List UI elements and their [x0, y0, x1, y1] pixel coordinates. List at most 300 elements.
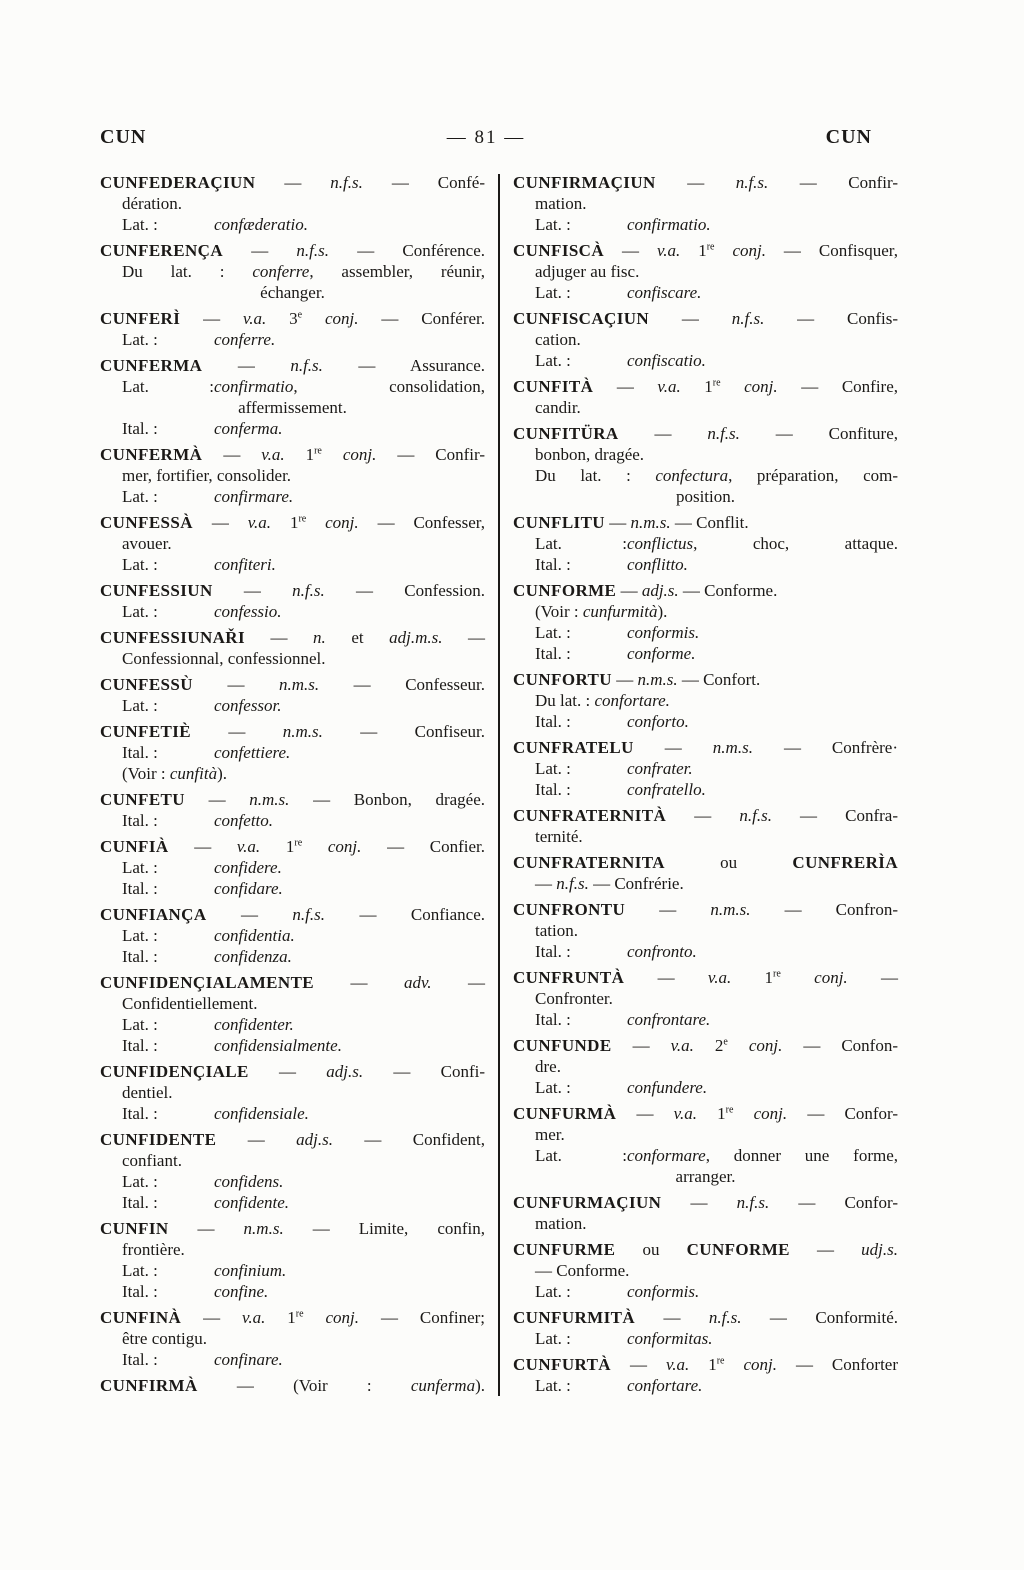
text-segment: —: [192, 675, 279, 694]
text-segment: — Bonbon, dragée.: [289, 790, 486, 809]
text-segment: — Confra-: [771, 806, 899, 825]
headword-text: CUNFIDENÇIALE: [100, 1062, 249, 1081]
entry-line: [100, 946, 485, 967]
entry-line: [513, 444, 898, 465]
entry-headword-line: [513, 967, 898, 988]
entry-line: [513, 1375, 898, 1396]
text-segment: n.: [313, 628, 326, 647]
text-segment: Lat. :: [122, 487, 158, 506]
text-segment: confidentia.: [214, 926, 295, 945]
entry-line: [100, 1260, 485, 1281]
text-segment: , donner une forme,: [705, 1146, 898, 1165]
entry-line: [513, 920, 898, 941]
entry-headword-line: [100, 1307, 485, 1328]
entry-headword-line: [513, 805, 898, 826]
text-segment: v.a.: [670, 1036, 694, 1055]
headword-text: CUNFESSÙ: [100, 675, 193, 694]
text-segment: — Confier.: [361, 837, 485, 856]
text-segment: — Conflit.: [670, 513, 749, 532]
entry-line: [513, 711, 898, 732]
text-segment: confortare.: [627, 1376, 703, 1395]
text-segment: 1: [284, 445, 315, 464]
entry-line: [513, 1124, 898, 1145]
dictionary-entry: [100, 172, 485, 235]
text-segment: confessor.: [214, 696, 282, 715]
text-segment: —: [535, 874, 557, 893]
text-segment: [721, 377, 745, 396]
text-segment: 1: [260, 837, 295, 856]
entry-line: [100, 742, 485, 763]
entry-headword-line: [100, 1218, 485, 1239]
text-segment: confirmatio.: [627, 215, 711, 234]
entry-headword-line: [513, 737, 898, 758]
entry-line: [513, 554, 898, 575]
dictionary-entry: [100, 627, 485, 669]
text-segment: v.a.: [242, 1308, 266, 1327]
headword-text: CUNFRATERNITÀ: [513, 806, 667, 825]
text-segment: mer.: [535, 1125, 565, 1144]
dictionary-entry: [513, 1307, 898, 1349]
text-segment: — Limite, confin,: [283, 1219, 485, 1238]
entry-line: [100, 193, 485, 214]
text-segment: confundere.: [627, 1078, 708, 1097]
text-segment: conferre: [252, 262, 310, 281]
text-segment: frontière.: [122, 1240, 185, 1259]
entry-line: [100, 857, 485, 878]
text-segment: 1: [265, 1308, 296, 1327]
text-segment: re: [712, 377, 721, 389]
entry-line: [100, 1239, 485, 1260]
headword-text: CUNFURMÀ: [513, 1104, 617, 1123]
text-segment: — Confesser,: [358, 513, 486, 532]
headword-text: CUNFIDENTE: [100, 1130, 217, 1149]
text-segment: Ital. :: [122, 1036, 158, 1055]
entry-headword-line: [100, 308, 485, 329]
headword-text: CUNFURMAÇIUN: [513, 1193, 662, 1212]
dictionary-entry: [513, 1354, 898, 1396]
text-segment: — Confron-: [750, 900, 899, 919]
text-segment: —: [442, 628, 485, 647]
text-segment: — Confiture,: [739, 424, 899, 443]
text-segment: et: [325, 628, 390, 647]
text-segment: Ital. :: [122, 419, 158, 438]
headword-text: CUNFETIÈ: [100, 722, 192, 741]
text-segment: ).: [475, 1376, 485, 1395]
text-segment: Ital. :: [535, 1010, 571, 1029]
text-segment: —: [661, 1193, 737, 1212]
entry-line: [100, 1035, 485, 1056]
text-segment: confectura: [655, 466, 729, 485]
text-segment: v.a.: [261, 445, 285, 464]
entry-headword-line: [513, 423, 898, 444]
text-segment: — Confrère·: [752, 738, 899, 757]
text-segment: — Conformité.: [741, 1308, 898, 1327]
text-segment: — Confir-: [768, 173, 898, 192]
text-segment: adj.s.: [326, 1062, 364, 1081]
text-segment: [306, 513, 325, 532]
text-segment: —: [666, 806, 740, 825]
entry-headword-line: [100, 789, 485, 810]
text-segment: re: [314, 445, 322, 457]
text-segment: , choc, attaque.: [693, 534, 898, 553]
text-segment: —: [192, 513, 248, 532]
entry-headword-line: [100, 836, 485, 857]
entry-headword-line: [100, 674, 485, 695]
text-segment: Lat. :: [535, 1329, 571, 1348]
right-column: [513, 172, 898, 1396]
text-segment: bonbon, dragée.: [535, 445, 645, 464]
dictionary-entry: [100, 972, 485, 1056]
text-segment: conj.: [325, 513, 359, 532]
headword-text: CUNFORME: [686, 1240, 790, 1259]
entry-headword-line: [513, 240, 898, 261]
text-segment: conferma.: [214, 419, 283, 438]
entry-headword-line: [100, 172, 485, 193]
entry-line: [100, 993, 485, 1014]
text-segment: n.m.s.: [282, 722, 323, 741]
text-segment: —: [616, 581, 642, 600]
text-segment: Lat. :: [535, 534, 627, 553]
text-segment: — Confident,: [333, 1130, 485, 1149]
text-segment: —: [649, 309, 732, 328]
text-segment: Ital. :: [122, 1104, 158, 1123]
text-segment: conj.: [327, 837, 362, 856]
dictionary-entry: [100, 904, 485, 967]
entry-line: [100, 1192, 485, 1213]
text-segment: confidenter.: [214, 1015, 294, 1034]
headword-text: CUNFERMÀ: [100, 445, 203, 464]
entry-headword-line: [100, 972, 485, 993]
text-segment: adj.s.: [641, 581, 679, 600]
entry-line: [100, 601, 485, 622]
text-segment: —: [847, 968, 899, 987]
entry-line: [513, 214, 898, 235]
text-segment: —: [633, 738, 713, 757]
text-segment: conforme.: [627, 644, 696, 663]
text-segment: confrater.: [627, 759, 693, 778]
text-segment: —: [593, 377, 658, 396]
dictionary-entry: [513, 805, 898, 847]
headword-text: CUNFIÀ: [100, 837, 169, 856]
dictionary-entry: [100, 789, 485, 831]
text-segment: —: [655, 173, 736, 192]
left-column: [100, 172, 485, 1396]
entry-headword-line: [513, 308, 898, 329]
text-segment: confiteri.: [214, 555, 276, 574]
text-segment: (Voir :: [535, 602, 583, 621]
text-segment: — Confiance.: [325, 905, 485, 924]
text-segment: n.f.s.: [290, 356, 323, 375]
text-segment: conferre.: [214, 330, 276, 349]
entry-line: [100, 1082, 485, 1103]
text-segment: re: [716, 1355, 725, 1367]
dictionary-entry: [100, 355, 485, 439]
header-page-number: — 81 —: [446, 127, 526, 148]
entry-line: [100, 554, 485, 575]
text-segment: confronto.: [627, 942, 697, 961]
text-segment: confidente.: [214, 1193, 290, 1212]
text-segment: [728, 1036, 749, 1055]
headword-text: CUNFEDERAÇIUN: [100, 173, 256, 192]
text-segment: Du lat. :: [535, 691, 595, 710]
text-segment: re: [294, 837, 303, 849]
entry-headword-line: [513, 1035, 898, 1056]
text-segment: conformis.: [627, 623, 700, 642]
headword-text: CUNFRATERNITA: [513, 853, 665, 872]
entry-line: [100, 1103, 485, 1124]
entry-headword-line: [513, 512, 898, 533]
entry-line: [513, 533, 898, 554]
text-segment: Lat. :: [122, 330, 158, 349]
text-segment: —: [202, 445, 262, 464]
text-segment: —: [191, 722, 283, 741]
headword-text: CUNFRONTU: [513, 900, 626, 919]
dictionary-entry: [100, 1218, 485, 1302]
headword-text: CUNFERENÇA: [100, 241, 223, 260]
dictionary-entry: [100, 512, 485, 575]
text-segment: Ital. :: [535, 942, 571, 961]
text-segment: Ital. :: [535, 780, 571, 799]
dictionary-body: [100, 172, 898, 1396]
text-segment: Lat. :: [535, 759, 571, 778]
entry-line: [100, 282, 485, 303]
text-segment: Lat. :: [535, 1146, 627, 1165]
text-segment: conj.: [744, 377, 778, 396]
entry-line: [100, 533, 485, 554]
text-segment: Ital. :: [535, 555, 571, 574]
dictionary-entry: [100, 308, 485, 350]
text-segment: Ital. :: [122, 1193, 158, 1212]
text-segment: conj.: [732, 241, 766, 260]
text-segment: re: [706, 241, 715, 253]
text-segment: confortare.: [594, 691, 670, 710]
headword-text: CUNFETU: [100, 790, 185, 809]
entry-line: [513, 282, 898, 303]
headword-text: CUNFORME: [513, 581, 617, 600]
text-segment: [322, 445, 343, 464]
header-guideword-left: CUN: [100, 126, 147, 148]
entry-line: [100, 376, 485, 397]
text-segment: v.a.: [656, 241, 681, 260]
text-segment: v.a.: [673, 1104, 697, 1123]
text-segment: n.f.s.: [330, 173, 363, 192]
text-segment: dre.: [535, 1057, 561, 1076]
text-segment: — Conférer.: [358, 309, 486, 328]
text-segment: —: [180, 309, 243, 328]
text-segment: [733, 1104, 753, 1123]
entry-line: [513, 329, 898, 350]
text-segment: re: [773, 968, 781, 980]
text-segment: —: [216, 1130, 297, 1149]
entry-headword-line: [100, 904, 485, 925]
text-segment: Lat. :: [535, 283, 571, 302]
dictionary-entry: [100, 836, 485, 899]
text-segment: n.f.s.: [731, 309, 765, 328]
text-segment: — Confiseur.: [322, 722, 486, 741]
text-segment: —: [255, 173, 331, 192]
entry-headword-line: [513, 1103, 898, 1124]
text-segment: 1: [696, 1104, 726, 1123]
entry-line: [513, 397, 898, 418]
entry-headword-line: [513, 172, 898, 193]
text-segment: — Confon-: [782, 1036, 899, 1055]
text-segment: confinium.: [214, 1261, 287, 1280]
text-segment: Ital. :: [535, 712, 571, 731]
headword-text: CUNFORTU: [513, 670, 612, 689]
text-segment: n.f.s.: [707, 424, 740, 443]
text-segment: —: [202, 356, 291, 375]
text-segment: confessio.: [214, 602, 282, 621]
headword-text: CUNFURTÀ: [513, 1355, 611, 1374]
headword-text: CUNFESSÀ: [100, 513, 193, 532]
text-segment: —: [168, 837, 237, 856]
text-segment: n.m.s.: [249, 790, 290, 809]
text-segment: —: [206, 905, 293, 924]
text-segment: n.m.s.: [279, 675, 320, 694]
entry-line: [100, 261, 485, 282]
text-segment: Lat. :: [535, 215, 571, 234]
entry-line: [513, 601, 898, 622]
text-segment: confidare.: [214, 879, 283, 898]
dictionary-entry: [100, 721, 485, 784]
entry-headword-line: [513, 1354, 898, 1375]
entry-headword-line: [513, 1307, 898, 1328]
dictionary-entry: [100, 444, 485, 507]
text-segment: — Conforme.: [678, 581, 778, 600]
text-segment: cation.: [535, 330, 581, 349]
entry-line: [100, 878, 485, 899]
headword-text: CUNFITÜRA: [513, 424, 619, 443]
text-segment: v.a.: [665, 1355, 690, 1374]
text-segment: n.m.s.: [712, 738, 753, 757]
text-segment: —: [181, 1308, 243, 1327]
dictionary-entry: [100, 1375, 485, 1396]
text-segment: Ital. :: [122, 743, 158, 762]
dictionary-entry: [513, 669, 898, 732]
text-segment: re: [725, 1104, 734, 1116]
text-segment: —: [212, 581, 293, 600]
text-segment: — Confis-: [764, 309, 898, 328]
text-segment: ternité.: [535, 827, 583, 846]
text-segment: confiscare.: [627, 283, 702, 302]
text-segment: — Confor-: [787, 1104, 899, 1123]
entry-line: [100, 418, 485, 439]
entry-headword-line: [513, 669, 898, 690]
text-segment: confidensiale.: [214, 1104, 309, 1123]
entry-line: [100, 214, 485, 235]
text-segment: confidenza.: [214, 947, 292, 966]
entry-line: [100, 763, 485, 784]
text-segment: (Voir :: [122, 764, 170, 783]
headword-text: CUNFESSIUN: [100, 581, 213, 600]
text-segment: ).: [657, 602, 668, 621]
text-segment: n.m.s.: [710, 900, 751, 919]
entry-headword-line: [513, 1192, 898, 1213]
text-segment: Ital. :: [122, 1282, 158, 1301]
entry-line: [100, 925, 485, 946]
text-segment: conj.: [743, 1355, 777, 1374]
text-segment: confæderatio.: [214, 215, 308, 234]
entry-line: [513, 988, 898, 1009]
headword-text: CUNFRERÌA: [792, 853, 898, 872]
text-segment: — Conforme.: [535, 1261, 630, 1280]
entry-line: [513, 193, 898, 214]
dictionary-entry: [100, 1307, 485, 1370]
entry-line: [513, 826, 898, 847]
entry-line: [513, 643, 898, 664]
headword-text: CUNFERÌ: [100, 309, 181, 328]
entry-line: [513, 1281, 898, 1302]
headword-text: CUNFISCÀ: [513, 241, 605, 260]
text-segment: 1: [680, 241, 707, 260]
text-segment: 3: [266, 309, 298, 328]
text-segment: v.a.: [243, 309, 267, 328]
entry-line: [100, 695, 485, 716]
header-guideword-right: CUN: [825, 126, 872, 148]
dictionary-entry: [513, 967, 898, 1030]
text-segment: 1: [731, 968, 774, 987]
text-segment: mer, fortifier, consolider.: [122, 466, 292, 485]
dictionary-entry: [513, 512, 898, 575]
dictionary-entry: [100, 580, 485, 622]
entry-headword-line: [513, 852, 898, 873]
text-segment: —: [431, 973, 486, 992]
entry-line: [513, 1213, 898, 1234]
text-segment: n.f.s.: [708, 1308, 742, 1327]
entry-line: [100, 648, 485, 669]
entry-headword-line: [100, 240, 485, 261]
entry-line: [513, 486, 898, 507]
text-segment: —: [789, 1240, 862, 1259]
text-segment: confettiere.: [214, 743, 291, 762]
text-segment: n.f.s.: [736, 1193, 770, 1212]
text-segment: ou: [664, 853, 793, 872]
text-segment: Ital. :: [122, 1350, 158, 1369]
text-segment: —: [248, 1062, 327, 1081]
text-segment: [304, 1308, 326, 1327]
text-segment: Lat. :: [122, 1015, 158, 1034]
text-segment: confidere.: [214, 858, 282, 877]
text-segment: re: [295, 1308, 304, 1320]
entry-line: [513, 622, 898, 643]
text-segment: [724, 1355, 743, 1374]
text-segment: dération.: [122, 194, 182, 213]
text-segment: n.m.s.: [243, 1219, 284, 1238]
dictionary-entry: [513, 1239, 898, 1302]
entry-headword-line: [100, 512, 485, 533]
text-segment: Du lat. :: [535, 466, 656, 485]
headword-text: CUNFINÀ: [100, 1308, 182, 1327]
text-segment: cunferma: [410, 1376, 476, 1395]
dictionary-entry: [100, 674, 485, 716]
entry-line: [513, 1166, 898, 1187]
page-header: [100, 126, 872, 149]
entry-headword-line: [100, 580, 485, 601]
text-segment: confinare.: [214, 1350, 283, 1369]
text-segment: confratello.: [627, 780, 706, 799]
text-segment: — Confire,: [777, 377, 899, 396]
text-segment: — Confession.: [324, 581, 486, 600]
text-segment: adv.: [404, 973, 432, 992]
dictionary-entry: [513, 308, 898, 371]
text-segment: mation.: [535, 194, 587, 213]
headword-text: CUNFIDENÇIALAMENTE: [100, 973, 315, 992]
entry-line: [513, 350, 898, 371]
text-segment: adj.m.s.: [389, 628, 443, 647]
text-segment: n.f.s.: [739, 806, 772, 825]
text-segment: mation.: [535, 1214, 587, 1233]
headword-text: CUNFESSIUNAŘI: [100, 628, 246, 647]
